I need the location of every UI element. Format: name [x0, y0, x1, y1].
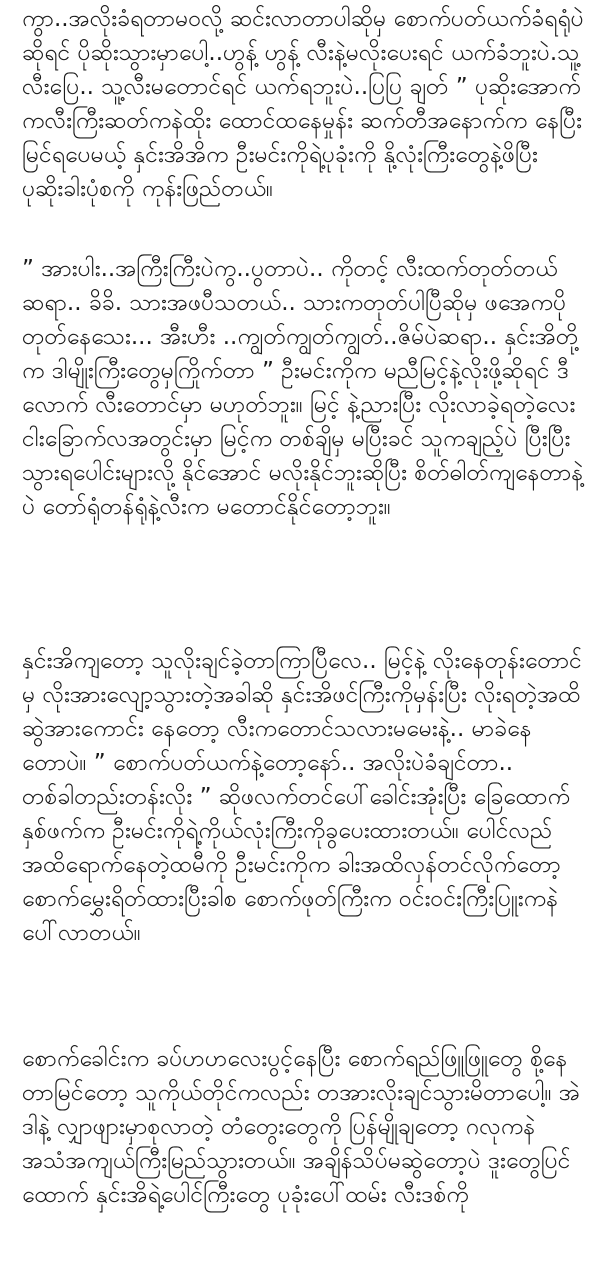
- article-paragraph-1: ကွာ..အလိုးခံရတာမဝလို့ ဆင်းလာတာပါဆိုမှ စောက်ပတ်ယက်ခံရရုံပဲဆိုရင် ပိုဆိုးသွားမှာပေါ့..ဟွန့် ဟွန့် လီးနဲ့မလိုးပေးရင် ယက်ခံဘူးပဲ.သူ့လီးပြေ.. သူ့လီးမတောင်ရင် ယက်ရဘူးပဲ..ပြပြ ချတ် ” ပုဆိုးအောက်ကလီးကြီးဆတ်ကနဲထိုး ထောင်ထနေမှုန်း ဆက်တီအနောက်က နေပြီးမြင်ရပေမယ့် နှင်းအိအိက ဦးမင်းကိုရဲ့ပုခုံးကို နို့လုံးကြီးတွေနဲ့ဖိပြီး ပုဆိုးခါးပုံစကို ကုန်းဖြည်တယ်။: [22, 6, 584, 202]
- article-paragraph-4: စောက်ခေါင်းက ခပ်ဟဟလေးပွင့်နေပြီး စောက်ရည်ဖြူဖြူတွေ စို့နေတာမြင်တော့ သူကိုယ်တိုင်ကလည်း တအားလိုးချင်သွားမိတာပေါ့။ အဲဒါနဲ့ လျှာဖျားမှာစုလာတဲ့ တံတွေးတွေကို ပြန်မျိုချတော့ ဂလုကနဲ အသံအကျယ်ကြီးမြည်သွားတယ်။ အချိန်သိပ်မဆွဲတော့ပဲ ဒူးတွေပြင်ထောက် နှင်းအိရဲ့ပေါင်ကြီးတွေ ပုခုံးပေါ်ထမ်း လီးဒစ်ကို: [22, 1046, 580, 1208]
- article-paragraph-2: ” အားပါး..အကြီးကြီးပဲကွ..ပွတာပဲ.. ကိုတင့် လီးထက်တုတ်တယ်ဆရာ.. ခိခိ. သားအဖပီသတယ်.. သားကတုတ်ပါပြီဆိုမှ ဖအေကပိုတုတ်နေသေး... အီးဟီး ..ကျွတ်ကျွတ်ကျွတ်..ဇိမ်ပဲဆရာ.. နှင်းအိတို့က ဒါမျိုးကြီးတွေမှကြိုက်တာ ” ဦးမင်းကိုက မညီမြင့်နဲ့လိုးဖို့ဆိုရင် ဒီလောက် လီးတောင်မှာ မဟုတ်ဘူး။ မြင့် နဲ့ညားပြီး လိုးလာခဲ့ရတဲ့လေးငါးခြောက်လအတွင်းမှာ မြင့်က တစ်ချိမှ မပြီးခင် သူကချည့်ပဲ ပြီးပြီးသွားရပေါင်းများလို့ နိုင်အောင် မလိုးနိုင်ဘူးဆိုပြီး စိတ်ဓါတ်ကျနေတာနဲ့ပဲ တော်ရုံတန်ရုံနဲ့လီးက မတောင်နိုင်တော့ဘူး။: [22, 256, 584, 520]
- article-paragraph-3: နှင်းအိကျတော့ သူလိုးချင်ခဲ့တာကြာပြီလေ.. မြင့်နဲ့ လိုးနေတုန်းတောင်မှ လိုးအားလျော့သွားတဲ့အခါဆို နှင်းအိဖင်ကြီးကိုမှန်းပြီး လိုးရတဲ့အထိ ဆွဲအားကောင်း နေတော့ လီးကတောင်သလားမမေးနဲ့.. မာခဲနေတောပဲ။ ” စောက်ပတ်ယက်နဲ့တော့နော်.. အလိုးပဲခံချင်တာ.. တစ်ခါတည်းတန်းလိုး ” ဆိုဖလက်တင်ပေါ်ခေါင်းအုံးပြီး ခြေထောက်နှစ်ဖက်က ဦးမင်းကိုရဲ့ကိုယ်လုံးကြီးကိုခွပေးထားတယ်။ ပေါင်လည်အထိရောက်နေတဲ့ထမီကို ဦးမင်းကိုက ခါးအထိလှန်တင်လိုက်တော့ စောက်မွှေးရိတ်ထားပြီးခါစ စောက်ဖုတ်ကြီးက ဝင်းဝင်းကြီးပြူးကနဲပေါ်လာတယ်။: [22, 648, 582, 946]
